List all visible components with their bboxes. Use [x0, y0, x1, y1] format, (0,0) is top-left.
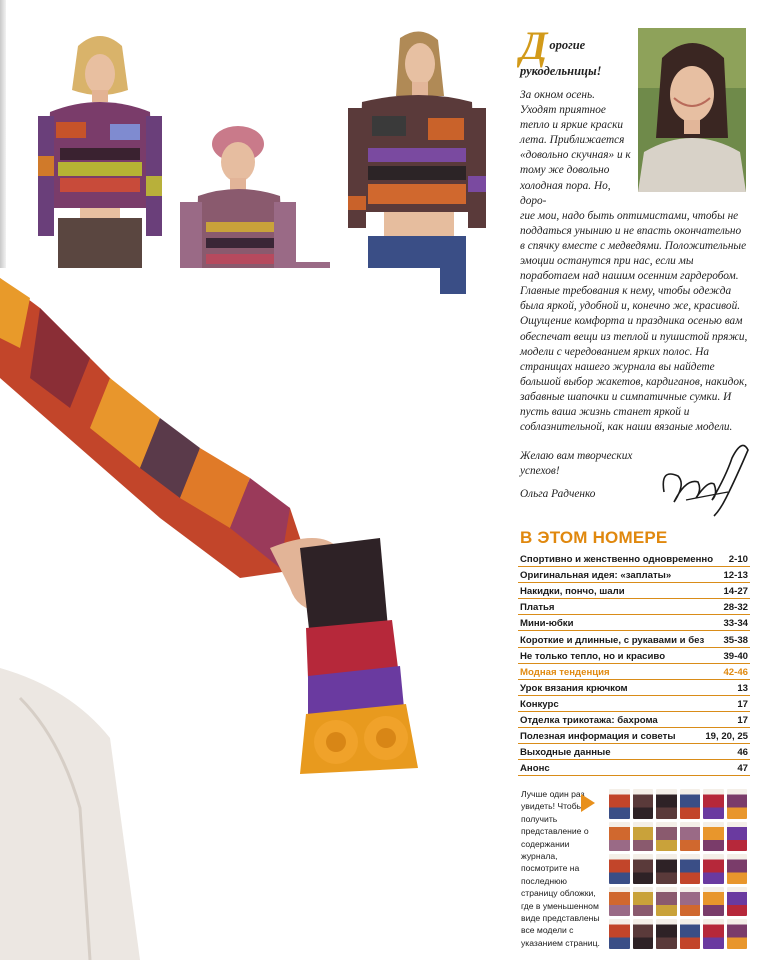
cover-thumbnail — [703, 887, 724, 917]
cover-thumbnail — [703, 822, 724, 852]
cover-thumbnail — [609, 822, 630, 852]
contents-row-pages: 42-46 — [723, 666, 748, 678]
greeting — [520, 23, 630, 78]
contents-row — [518, 567, 750, 583]
contents-row — [518, 583, 750, 599]
cover-thumbnail — [633, 887, 654, 917]
cover-thumbnail — [727, 822, 748, 852]
contents-row — [518, 696, 750, 712]
contents-row-pages: 12-13 — [723, 570, 748, 582]
contents-row-pages: 17 — [737, 715, 748, 727]
cover-thumbnail — [727, 854, 748, 884]
cover-thumbnail — [680, 887, 701, 917]
cover-thumbnail — [680, 919, 701, 949]
cover-thumbnail — [727, 919, 748, 949]
contents-row-pages: 19, 20, 25 — [705, 731, 748, 743]
contents-row-title: Выходные данные — [520, 747, 611, 759]
greeting-line-1: орогие — [549, 38, 586, 52]
greeting-drop-cap: Д — [520, 23, 548, 68]
signature-icon — [656, 438, 752, 520]
contents-row-title: Оригинальная идея: «заплаты» — [520, 570, 672, 582]
knitted-sleeve-photo — [0, 268, 440, 960]
contents-row — [518, 599, 750, 615]
arrow-right-icon — [581, 794, 595, 812]
contents-row — [518, 664, 750, 680]
contents-row-pages: 14-27 — [723, 586, 748, 598]
contents-row — [518, 744, 750, 760]
cover-thumbnail — [656, 854, 677, 884]
cover-thumbnail — [633, 854, 654, 884]
contents-row-pages: 35-38 — [723, 634, 748, 646]
contents-row — [518, 712, 750, 728]
contents-row-title: Модная тенденция — [520, 666, 610, 678]
contents-row-pages: 13 — [737, 682, 748, 694]
cover-thumbnail — [609, 919, 630, 949]
cover-thumbnail — [703, 789, 724, 819]
cover-thumbnail — [633, 822, 654, 852]
cover-thumbnail — [680, 854, 701, 884]
cover-thumbnail — [703, 854, 724, 884]
letter-author: Ольга Радченко — [520, 488, 596, 500]
contents-row-title: Мини-юбки — [520, 618, 574, 630]
contents-row-title: Анонс — [520, 763, 550, 775]
letter-paragraph-wide: гие мои, надо быть оптимистами, чтобы не поддаться унынию и не впасть окончательно в спячку вместе с медведями. Положительные эмоции останутся при нас, если мы поработаем над нашим осенним гардеробом. Главные требования к нему, чтобы одежда была яркой, удобной и, конечно же, красивой. Ощущение комфорта и праздника осенью вам обеспечат вещи из теплой и пушистой пряжи, модели с чередованием ярких полос. На страницах нашего журнала вы найдете большой выбор жакетов, кардиганов, накидок, забавные шапочки и симпатичные сумки. И пусть ваша жизнь станет яркой и соблазнительной, как наши вязаные модели. — [520, 209, 748, 434]
greeting-line-2: рукодельницы! — [520, 64, 602, 78]
cover-thumbnail — [680, 822, 701, 852]
contents-row-title: Накидки, пончо, шали — [520, 586, 625, 598]
contents-row-title: Полезная информация и советы — [520, 731, 676, 743]
cover-thumbnail — [633, 789, 654, 819]
model-photo-1 — [30, 26, 170, 272]
contents-row — [518, 648, 750, 664]
aside-note: Лучше один раз увидеть! Чтобы получить представление о содержании журнала, посмотрите на последнюю страницу обложки, где в уменьшенном виде представлены все модели с указанием страниц. — [521, 789, 600, 948]
letter-wish: Желаю вам творческих успехов! — [520, 450, 633, 477]
contents-row-pages: 2-10 — [728, 554, 748, 566]
cover-thumbnail — [609, 789, 630, 819]
cover-thumbnail — [656, 789, 677, 819]
cover-thumbnail — [609, 854, 630, 884]
contents-row-title: Платья — [520, 602, 555, 614]
contents-row-title: Спортивно и женственно одновременно — [520, 554, 714, 566]
contents-row-title: Не только тепло, но и красиво — [520, 650, 666, 662]
contents-row — [518, 728, 750, 744]
contents-row-title: Урок вязания крючком — [520, 682, 628, 694]
contents-row — [518, 760, 750, 776]
cover-thumbnail — [703, 919, 724, 949]
contents-row-pages: 33-34 — [723, 618, 748, 630]
contents-row — [518, 680, 750, 696]
cover-thumbnail — [633, 919, 654, 949]
contents-title: В ЭТОМ НОМЕРЕ — [520, 528, 668, 547]
cover-thumbnails — [609, 789, 747, 949]
cover-thumbnail — [727, 789, 748, 819]
contents-row-pages: 28-32 — [723, 602, 748, 614]
model-photo-3 — [344, 26, 490, 294]
cover-thumbnail — [656, 919, 677, 949]
cover-thumbnail — [727, 887, 748, 917]
contents-row — [518, 631, 750, 647]
cover-thumbnail — [656, 887, 677, 917]
contents-row-title: Короткие и длинные, с рукавами и без — [520, 634, 705, 646]
contents-row — [518, 615, 750, 631]
contents-row-pages: 39-40 — [723, 650, 748, 662]
cover-thumbnail — [680, 789, 701, 819]
contents-row — [518, 551, 750, 567]
contents-row-pages: 17 — [737, 698, 748, 710]
contents-row-pages: 47 — [737, 763, 748, 775]
contents-row-title: Отделка трикотажа: бахрома — [520, 715, 658, 727]
cover-thumbnail — [609, 887, 630, 917]
letter-paragraph-narrow: За окном осень. Уходят приятное тепло и яркие краски лета. Приближается «довольно скучная» и к тому же довольно холодная пора. Но, доро- — [520, 89, 631, 207]
cover-thumbnail — [656, 822, 677, 852]
letter-body — [520, 88, 748, 435]
contents-list — [518, 551, 750, 776]
contents-row-pages: 46 — [737, 747, 748, 759]
contents-row-title: Конкурс — [520, 698, 559, 710]
